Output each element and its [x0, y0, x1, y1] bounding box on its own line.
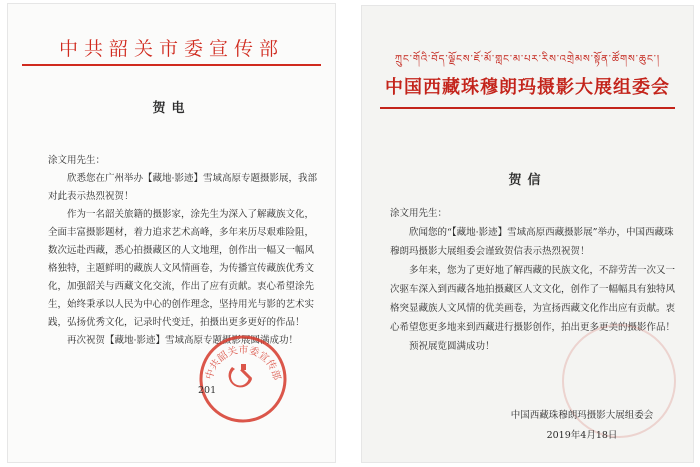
right-paragraph-2: 多年来，您为了更好地了解西藏的民族文化，不辞劳苦一次又一次驱车深入到西藏各地拍摄藏区人文文化，创作了一幅幅具有独特风格突显藏族人文风情的优美画卷，为宣扬西藏文化作出应有贡献。衷心希望您更多地来到西藏进行摄影创作，拍出更多更美的摄影作品！ — [390, 265, 676, 333]
left-letter-page — [8, 4, 335, 462]
right-paragraph-3: 预祝展览圆满成功！ — [409, 341, 495, 352]
left-paragraph-3: 再次祝贺【藏地·影迹】雪域高原专题摄影展圆满成功！ — [67, 335, 299, 346]
official-seal-icon — [198, 334, 288, 424]
right-letter-page — [362, 6, 693, 462]
right-salutation: 涂文用先生： — [390, 208, 448, 219]
right-signature: 中国西藏珠穆朗玛摄影大展组委会 — [510, 410, 654, 421]
left-paragraph-2: 作为一名韶关旅籍的摄影家，涂先生为深入了解藏族文化，全面丰富摄影题材，着力追求艺术高峰，多年来历尽艰难险阻，数次远赴西藏，悉心拍摄藏区的人文地理，创作出一幅又一幅风格独特，主题鲜明的藏族人文风情画卷，为传播宣传藏族优秀文化，加强韶关与西藏文化交流，作出了应有贡献。衷心希望涂先生，始终秉承以人民为中心的创作理念，坚持用光与影的艺术实践，弘扬优秀文化，记录时代变迁，拍摄出更多更好的作品！ — [48, 209, 315, 328]
left-letter-body — [48, 152, 318, 350]
right-letter-title: 贺信 — [508, 173, 547, 188]
left-date: 201 — [198, 385, 217, 396]
right-letterhead-rule — [380, 107, 675, 109]
right-tibetan-heading: ཀྲུང་གོའི་བོད་ལྗོངས་ཇོ་མོ་གླང་མ་པར་རིས་འགྲེམས་སྟོན་ཚོགས་ཆུང་། — [394, 54, 661, 65]
left-letter-title: 贺电 — [152, 101, 191, 116]
left-letterhead-rule — [22, 64, 321, 66]
left-salutation: 涂文用先生： — [48, 155, 106, 166]
left-letterhead: 中共韶关市委宣传部 — [58, 38, 284, 60]
right-signature-block — [502, 406, 662, 446]
right-date: 2019年4月18日 — [546, 430, 618, 441]
right-letterhead: 中国西藏珠穆朗玛摄影大展组委会 — [385, 77, 670, 98]
seal-text: 中共韶关市委宣传部 — [204, 344, 282, 382]
left-paragraph-1: 欣悉您在广州举办【藏地·影迹】雪域高原专题摄影展，我部对此表示热烈祝贺！ — [48, 173, 318, 202]
right-paragraph-1: 欣闻您的“【藏地·影迹】雪域高原西藏摄影展”举办，中国西藏珠穆朗玛摄影大展组委会谨致贺信表示热烈祝贺！ — [390, 227, 674, 257]
